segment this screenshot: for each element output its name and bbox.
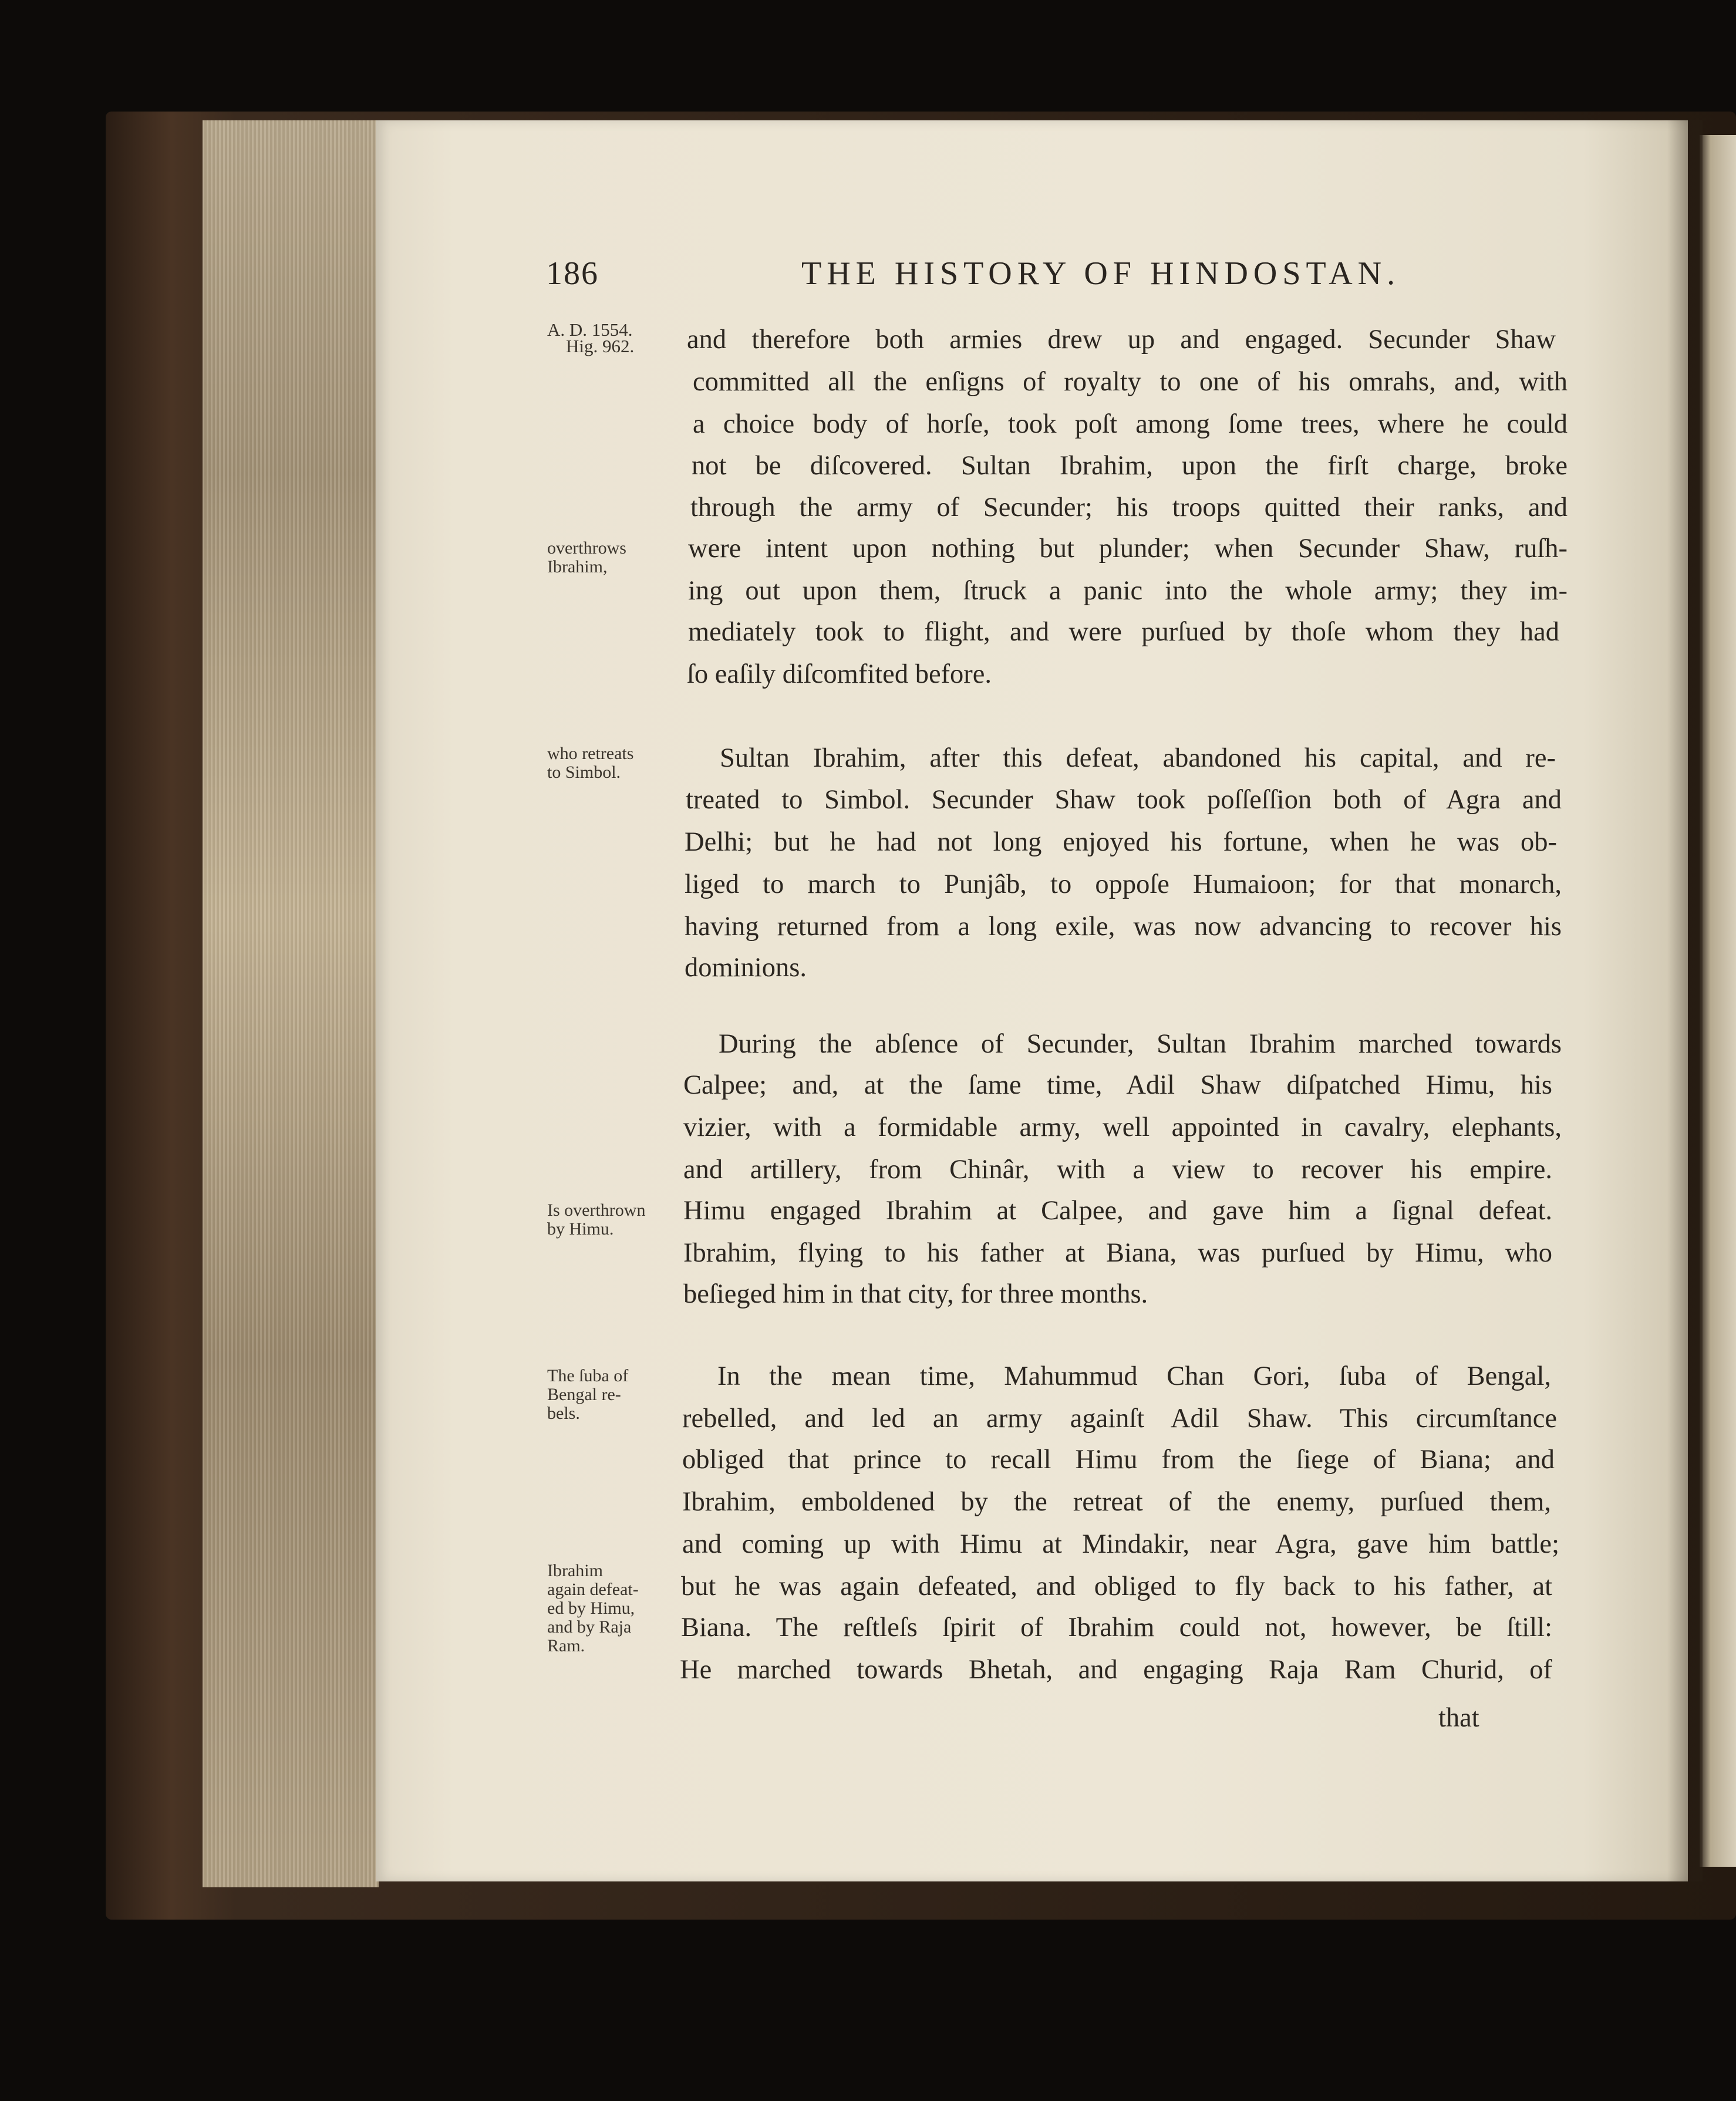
body-line: having returned from a long exile, was now advancing to recover his [685,912,1562,942]
body-line: Himu engaged Ibrahim at Calpee, and gave him a ſignal defeat. [683,1196,1552,1226]
margin-note-line: by Himu. [547,1219,614,1239]
margin-note-ibrahim [547,1562,676,1655]
body-line: ing out upon them, ſtruck a panic into the whole army; they im- [688,576,1568,606]
margin-note-line: overthrows [547,538,626,558]
margin-date [547,319,676,356]
body-line: Ibrahim, flying to his father at Biana, was purſued by Himu, who [683,1238,1552,1268]
body-line: were intent upon nothing but plunder; when Secunder Shaw, ruſh- [688,534,1568,564]
body-line: During the abſence of Secunder, Sultan Ibrahim marched towards [719,1029,1562,1059]
body-line: rebelled, and led an army againſt Adil Shaw. This circumſtance [682,1404,1557,1434]
body-line: ſo eaſily diſcomfited before. [687,659,992,689]
page-edges [203,120,379,1887]
margin-note-line: The ſuba of [547,1366,629,1385]
body-line: through the army of Secunder; his troops quitted their ranks, and [690,493,1568,522]
margin-note-line: and by Raja [547,1617,632,1637]
body-line: and artillery, from Chinâr, with a view to recover his empire. [683,1155,1552,1185]
body-line: and coming up with Himu at Mindakir, near Agra, gave him battle; [682,1529,1559,1559]
running-title: THE HISTORY OF HINDOSTAN. [801,255,1401,292]
margin-note-suba [547,1367,676,1423]
margin-note-overthrown [547,1201,676,1239]
body-line: He marched towards Bhetah, and engaging Raja Ram Churid, of [680,1655,1552,1685]
gutter-shadow [1667,120,1703,1881]
margin-note-line: Ram. [547,1636,585,1655]
body-line: beſieged him in that city, for three months. [683,1279,1148,1309]
margin-note-overthrows [547,539,676,576]
margin-note-line: again defeat- [547,1580,639,1599]
body-line: obliged that prince to recall Himu from the ſiege of Biana; and [682,1445,1555,1475]
body-line: Calpee; and, at the ſame time, Adil Shaw diſpatched Himu, his [683,1070,1552,1100]
margin-date-ad: A. D. 1554. [547,319,633,340]
body-line: treated to Simbol. Secunder Shaw took poſſeſſion both of Agra and [686,785,1562,815]
margin-date-hig: Hig. 962. [566,336,635,356]
margin-note-line: Is overthrown [547,1200,646,1220]
facing-page-edge [1700,135,1736,1867]
margin-note-line: ed by Himu, [547,1598,635,1618]
body-line: In the mean time, Mahummud Chan Gori, ſuba of Bengal, [717,1361,1551,1391]
body-line: and therefore both armies drew up and engaged. Secunder Shaw [687,325,1556,355]
body-line: Delhi; but he had not long enjoyed his fortune, when he was ob- [685,827,1557,857]
body-line: liged to march to Punjâb, to oppoſe Humaioon; for that monarch, [685,869,1562,899]
catchword: that [1438,1703,1479,1733]
body-line: Biana. The reſtleſs ſpirit of Ibrahim could not, however, be ſtill: [681,1613,1552,1643]
margin-note-retreats [547,744,676,782]
body-line: not be diſcovered. Sultan Ibrahim, upon the firſt charge, broke [692,451,1568,481]
body-line: but he was again defeated, and obliged to fly back to his father, at [681,1571,1552,1601]
margin-note-line: who retreats [547,744,634,763]
margin-note-line: Ibrahim [547,1561,603,1580]
margin-note-line: Bengal re- [547,1385,621,1404]
margin-note-line: Ibrahim, [547,557,608,576]
body-line: committed all the enſigns of royalty to one of his omrahs, and, with [693,367,1568,397]
body-line: vizier, with a formidable army, well appointed in cavalry, elephants, [683,1112,1562,1142]
body-line: a choice body of horſe, took poſt among ſome trees, where he could [693,409,1568,439]
body-line: mediately took to flight, and were purſued by thoſe whom they had [688,617,1559,647]
body-line: Ibrahim, emboldened by the retreat of the enemy, purſued them, [682,1487,1551,1517]
margin-note-line: bels. [547,1404,580,1423]
margin-note-line: to Simbol. [547,763,621,782]
page-number: 186 [546,255,599,292]
body-line: Sultan Ibrahim, after this defeat, abandoned his capital, and re- [720,743,1556,773]
body-line: dominions. [685,953,807,983]
